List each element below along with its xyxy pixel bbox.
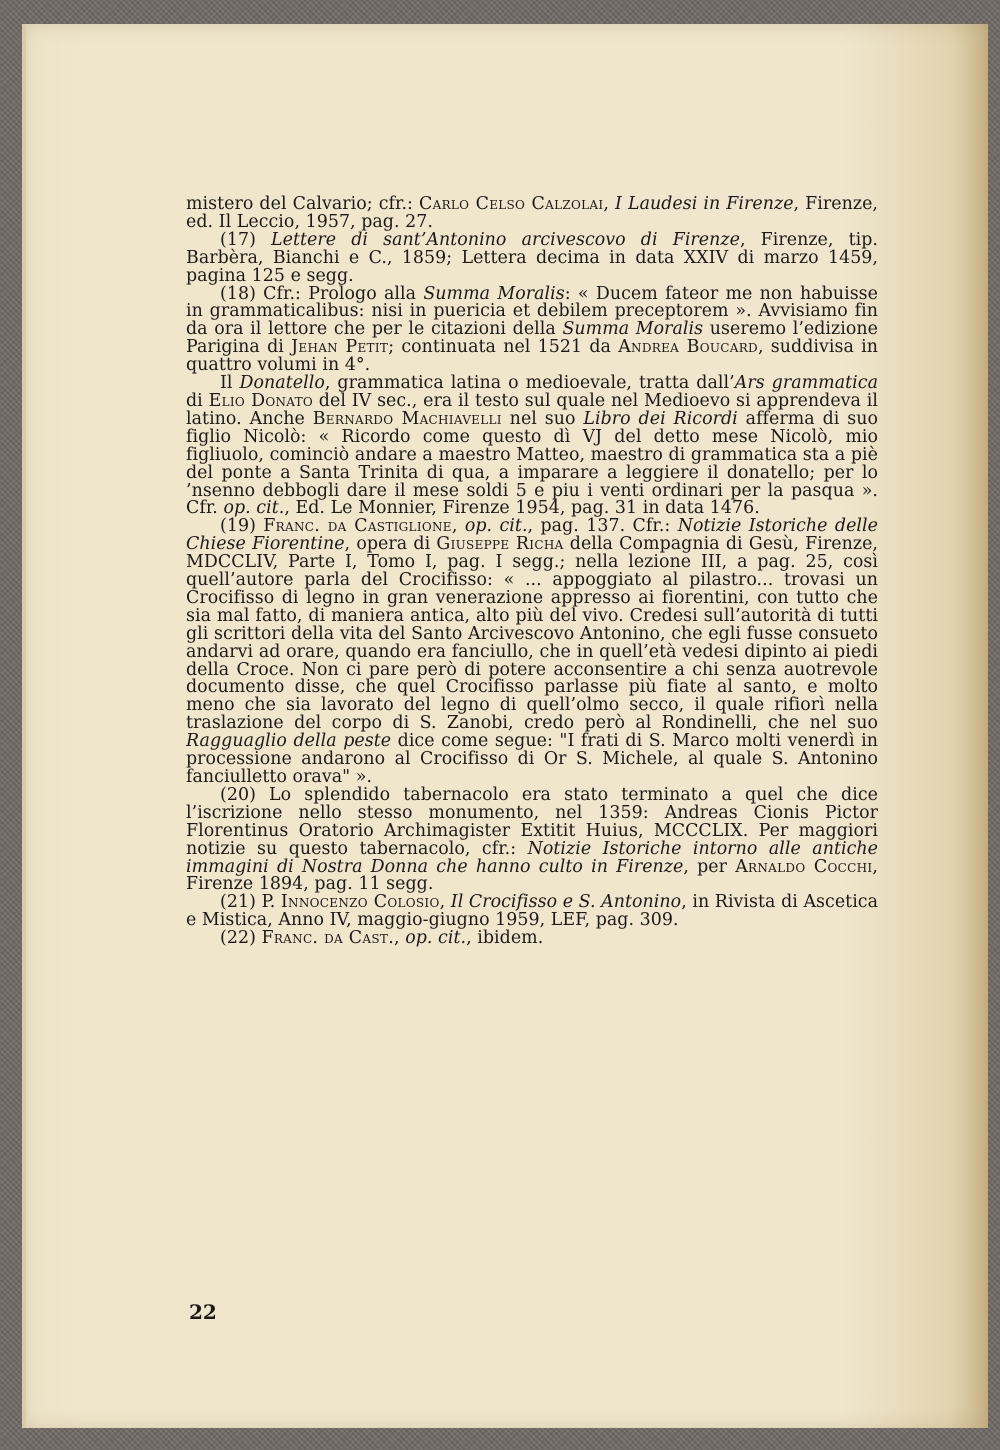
title-italic: Notizie Istoriche delle Chiese Fiorentine [186,516,878,555]
text-run: (18) Cfr.: Prologo alla [220,283,424,304]
title-italic: op. cit. [223,498,285,519]
footnote-18-donatello [186,375,878,518]
footnote-21 [186,894,878,930]
text-run: useremo l’edizione Parigina di [186,319,878,358]
title-italic: op. cit. [464,516,528,537]
text-run: della Compagnia di Gesù, Firenze, MDCCLIV, Parte I, Tomo I, pag. I segg.; nella lezione III, a pag. 25, così quell’autore parla del Crocifisso: « ... appoggiato al pilastro... trovasi un Crocifisso di legno in gran venerazione appresso ai fiorentini, con tutto che sia mal fatto, di maniera antica, alto più del vivo. Credesi sull’autorità di tutti gli scrittori della vita del Santo Arcivescovo Antonino, che egli fusse consueto andarvi ad orare, quando era fanciullo, che in quell’età vedesi dipinto ai piedi della Croce. Non ci pare però di potere acconsentire a chi senza auotrevole documento disse, che quel Crocifisso parlasse più fiate al santo, e molto meno che sia lavorato del legno di quell’olmo secco, il quale rifiorì nella traslazione del corpo di S. Zanobi, credo però al Rondinelli, che nel suo [186,534,878,734]
text-run: , suddivisa in quattro volumi in 4°. [186,337,878,376]
text-run: , opera di [344,534,437,555]
text-run: (17) [220,229,272,250]
text-run: , ibidem. [466,928,544,949]
title-italic: Summa Moralis [423,283,565,304]
footnote-18 [186,283,878,376]
footnote-20 [186,784,878,895]
text-run: Il [220,373,240,394]
text-run: , Firenze, tip. Barbèra, Bianchi e C., 1859; Lettera decima in data XXIV di marzo 1459, pagina 125 e segg. [186,229,878,286]
page-number: 22 [189,1300,217,1324]
title-italic: op. cit. [405,928,467,949]
author-name: Innocenzo Colosio [280,892,440,913]
title-italic: Summa Moralis [562,319,704,340]
text-run: afferma di suo figlio Nicolò: « Ricordo come questo dì VJ del detto mese Nicolò, mio figliuolo, cominciò andare a maestro Matteo, maestro di grammatica sta a piè del ponte a Santa Trinita di qua, a imparare a leggiere il donatello; per lo ’nsenno debbogli dare il mese soldi 5 e piu i venti ordinari per la pasqua ». Cfr. [186,408,878,519]
text-run: (21) P. [220,892,281,913]
text-run: , [603,194,616,214]
text-run: , pag. 137. Cfr.: [527,516,678,537]
text-run: , Firenze 1894, pag. 11 segg. [186,856,878,895]
text-run: , [439,892,451,913]
text-run: dice come segue: "I frati di S. Marco molti venerdì in processione andarono al Crocifisso di Or S. Michele, al quale S. Antonino fanciulletto orava" ». [186,731,878,787]
text-run: , per [683,856,736,877]
text-run: del IV sec., era il testo sul quale nel Medioevo si apprendeva il latino. Anche [186,390,878,429]
footnotes-text [186,196,878,948]
text-run: , Ed. Le Monnier, Firenze 1954, pag. 31 in data 1476. [284,498,760,519]
text-run: , grammatica latina o medioevale, tratta dall’ [324,373,735,394]
author-name: Carlo Celso Calzolai [419,194,604,214]
text-run: : « Ducem fateor me non habuisse in grammaticalibus: nisi in puericia et debilem preceptorem ». Avvisiamo fin da ora il lettore che per le citazioni della [186,283,878,340]
title-italic: Ragguaglio della peste [186,731,392,752]
text-run: nel suo [501,408,584,429]
footnote-continuation [186,196,878,232]
text-run: (20) Lo splendido tabernacolo era stato terminato a quel che dice l’iscrizione nello stesso monumento, nel 1359: Andreas Cionis Pictor Florentinus Oratorio Archimagister Extitit Huius, MCCCLIX. Per maggiori notizie su questo tabernacolo, cfr.: [186,784,878,859]
text-run: mistero del Calvario; cfr.: [186,194,419,214]
footnote-22 [186,930,878,948]
author-name: Elio Donato [208,390,314,411]
page-edge [22,24,26,1428]
text-run: ; continuata nel 1521 da [388,337,619,358]
text-run: , Firenze, ed. Il Leccio, 1957, pag. 27. [186,194,878,232]
title-italic: Lettere di sant’Antonino arcivescovo di Firenze [271,229,740,250]
title-italic: I Laudesi in Firenze [615,194,794,214]
author-name: Arnaldo Cocchi [735,856,873,877]
text-run: (22) [220,928,262,949]
title-italic: Il Crocifisso e S. Antonino [450,892,682,913]
title-italic: Notizie Istoriche intorno alle antiche immagini di Nostra Donna che hanno culto in Firenze [186,838,878,877]
text-run: , in Rivista di Ascetica e Mistica, Anno IV, maggio-giugno 1959, LEF, pag. 309. [186,892,879,931]
author-name: Giuseppe Richa [436,534,564,555]
text-run: , [394,928,406,949]
text-run: di [186,390,209,411]
author-name: Andrea Boucard [618,337,758,358]
title-italic: Libro dei Ricordi [583,408,738,429]
title-italic: Donatello [239,373,325,394]
author-name: Franc. da Cast. [261,928,395,949]
text-run: , [451,516,465,537]
title-italic: Ars grammatica [734,373,878,394]
author-name: Jehan Petit [291,337,389,358]
footnote-19 [186,518,878,787]
text-run: (19) [220,516,264,537]
author-name: Bernardo Machiavelli [312,408,502,429]
author-name: Franc. da Castiglione [263,516,452,537]
footnote-17 [186,229,878,286]
